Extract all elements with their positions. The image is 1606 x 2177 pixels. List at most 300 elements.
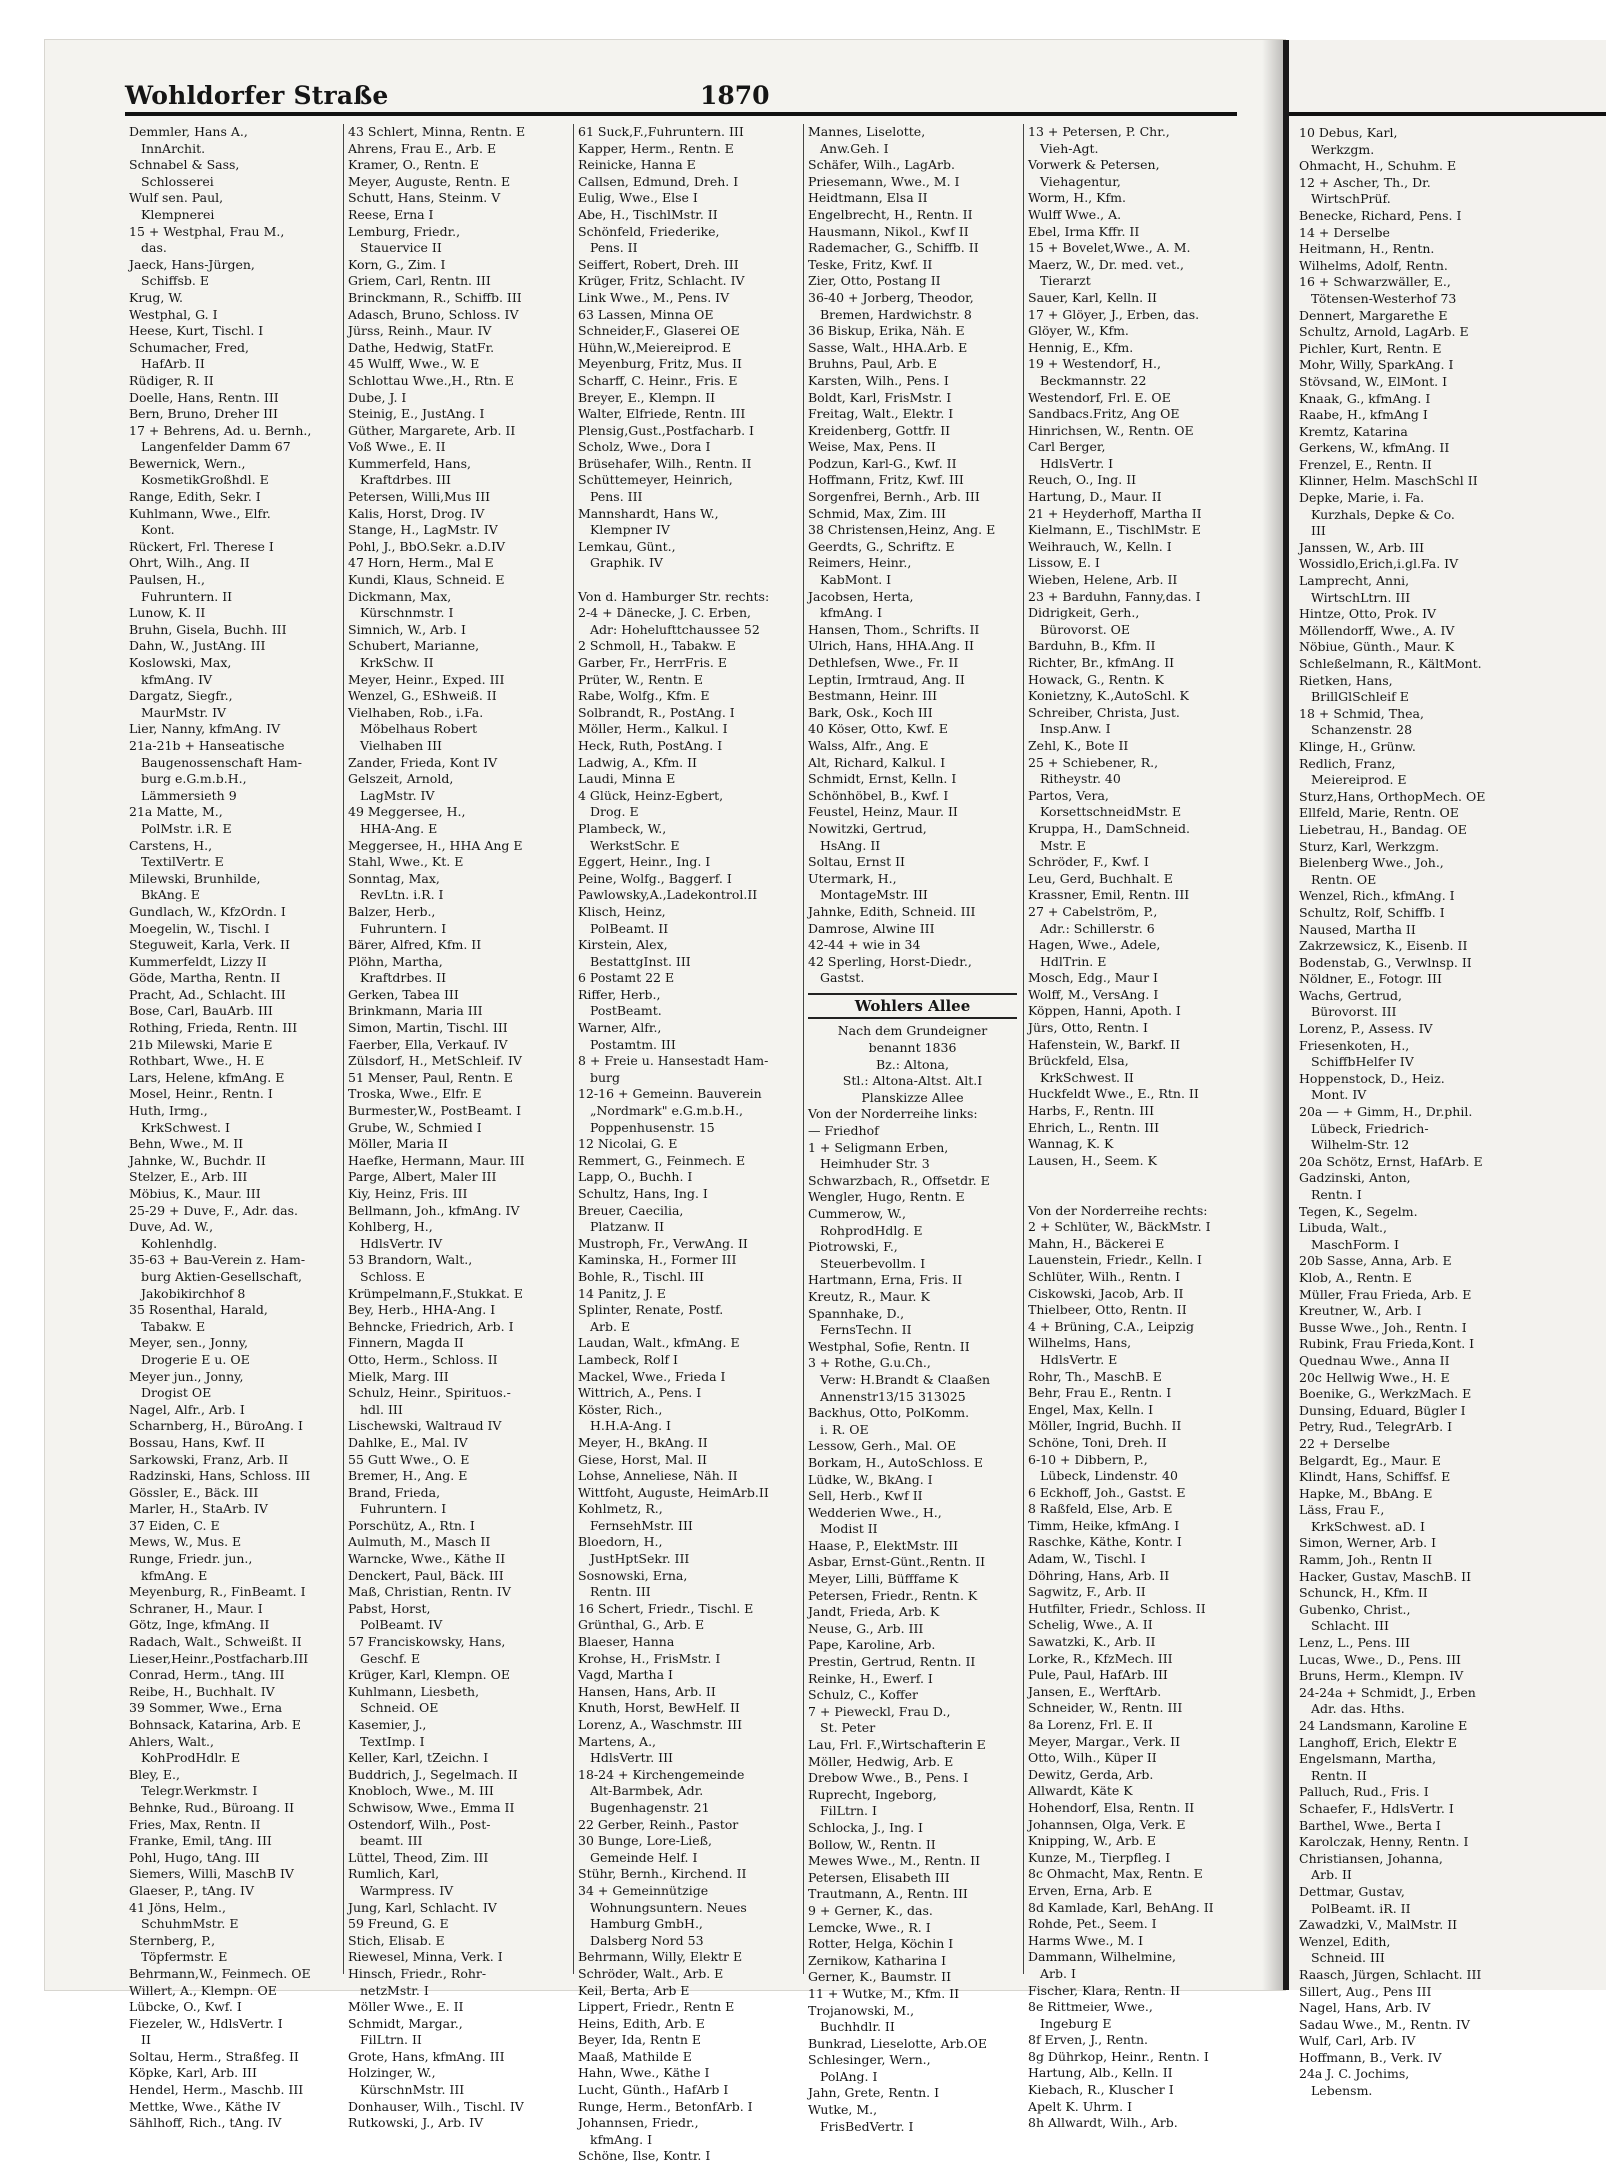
- directory-entry: Fries, Max, Rentn. II: [129, 1816, 261, 1832]
- directory-entry: Pabst, Horst,: [348, 1600, 431, 1616]
- entry-continuation: Vielhaben III: [360, 737, 442, 753]
- entry-continuation: Fuhruntern. II: [141, 588, 233, 604]
- directory-entry: Lausen, H., Seem. K: [1028, 1152, 1157, 1168]
- directory-entry: 8 + Freie u. Hansestadt Ham-: [578, 1053, 769, 1069]
- directory-entry: Gubenko, Christ.,: [1299, 1601, 1411, 1617]
- directory-entry: Schröder, F., Kwf. I: [1028, 854, 1149, 870]
- entry-continuation: beamt. III: [360, 1833, 423, 1849]
- directory-entry: Borkam, H., AutoSchloss. E: [808, 1454, 983, 1470]
- directory-entry: 10 Debus, Karl,: [1299, 125, 1398, 140]
- entry-continuation: Annenstr13/15 313025: [820, 1388, 966, 1404]
- directory-entry: 43 Schlert, Minna, Rentn. E: [348, 124, 526, 139]
- directory-entry: Engel, Max, Kelln. I: [1028, 1401, 1154, 1417]
- directory-entry: Gerken, Tabea III: [348, 986, 459, 1002]
- directory-entry: Stelzer, E., Arb. III: [129, 1169, 248, 1185]
- entry-continuation: Stauervice II: [360, 240, 442, 256]
- directory-entry: Sonntag, Max,: [348, 870, 440, 886]
- directory-entry: Jaeck, Hans-Jürgen,: [129, 256, 255, 272]
- directory-entry: Zier, Otto, Postang II: [808, 273, 941, 289]
- directory-entry: Riewesel, Minna, Verk. I: [348, 1949, 503, 1965]
- entry-continuation: HdlTrin. E: [1040, 953, 1107, 969]
- directory-entry: Gössler, E., Bäck. III: [129, 1484, 259, 1500]
- directory-entry: Range, Edith, Sekr. I: [129, 489, 261, 505]
- directory-entry: Klinge, H., Grünw.: [1299, 738, 1416, 754]
- directory-entry: Lieser,Heinr.,Postfacharb.III: [129, 1650, 309, 1666]
- directory-entry: Sawatzki, K., Arb. II: [1028, 1634, 1156, 1650]
- directory-entry: Gadzinski, Anton,: [1299, 1170, 1411, 1186]
- directory-entry: Backhus, Otto, PolKomm.: [808, 1405, 970, 1421]
- directory-entry: Lessow, Gerh., Mal. OE: [808, 1438, 957, 1454]
- entry-continuation: Kürschnmstr. I: [360, 605, 454, 621]
- directory-entry: Ruprecht, Ingeborg,: [808, 1786, 937, 1802]
- directory-entry: Vagd, Martha I: [578, 1667, 673, 1683]
- entry-continuation: Kurzhals, Depke & Co.: [1311, 506, 1455, 522]
- directory-entry: Redlich, Franz,: [1299, 755, 1396, 771]
- directory-entry: Lucht, Günth., HafArb I: [578, 2082, 729, 2098]
- entry-continuation: Modist II: [820, 1521, 878, 1537]
- entry-continuation: Telegr.Werkmstr. I: [141, 1783, 258, 1799]
- directory-entry: Quednau Wwe., Anna II: [1299, 1352, 1450, 1368]
- directory-entry: Kunze, M., Tierpfleg. I: [1028, 1849, 1171, 1865]
- entry-continuation: Mstr. E: [1040, 837, 1086, 853]
- directory-entry: Bark, Osk., Koch III: [808, 704, 933, 720]
- directory-entry: Petersen, Willi,Mus III: [348, 489, 491, 505]
- entry-continuation: HdlsVertr. E: [1040, 1351, 1118, 1367]
- directory-entry: Feustel, Heinz, Maur. II: [808, 804, 958, 820]
- directory-entry: Liebetrau, H., Bandag. OE: [1299, 821, 1467, 837]
- directory-entry: Frenzel, E., Rentn. II: [1299, 456, 1432, 472]
- directory-entry: Hapke, M., BbAng. E: [1299, 1485, 1433, 1501]
- entry-continuation: KorsettschneidMstr. E: [1040, 804, 1182, 820]
- directory-entry: Meyer, Auguste, Rentn. E: [348, 173, 511, 189]
- directory-entry: Rohde, Pet., Seem. I: [1028, 1916, 1157, 1932]
- entry-continuation: HsAng. II: [820, 837, 881, 853]
- directory-entry: Behrmann, Willy, Elektr E: [578, 1949, 743, 1965]
- directory-entry: Dahn, W., JustAng. III: [129, 638, 266, 654]
- directory-entry: Hartmann, Erna, Fris. II: [808, 1272, 963, 1288]
- directory-entry: Kummerfeldt, Lizzy II: [129, 953, 267, 969]
- entry-continuation: Meiereiprod. E: [1311, 772, 1407, 788]
- directory-entry: Lemkau, Günt.,: [578, 538, 676, 554]
- directory-entry: Thielbeer, Otto, Rentn. II: [1028, 1302, 1187, 1318]
- directory-entry: Drebow Wwe., B., Pens. I: [808, 1770, 969, 1786]
- directory-entry: Güther, Margarete, Arb. II: [348, 422, 516, 438]
- directory-entry: Prüter, W., Rentn. E: [578, 671, 703, 687]
- directory-entry: 16 Schert, Friedr., Tischl. E: [578, 1600, 754, 1616]
- directory-entry: Kreutner, W., Arb. I: [1299, 1303, 1422, 1319]
- directory-entry: 8d Kamlade, Karl, BehAng. II: [1028, 1899, 1214, 1915]
- directory-entry: Johannsen, Olga, Verk. E: [1028, 1816, 1186, 1832]
- directory-entry: Nöbiue, Günth., Maur. K: [1299, 639, 1455, 655]
- directory-entry: Lorenz, A., Waschmstr. III: [578, 1717, 743, 1732]
- entry-continuation: Warmpress. IV: [360, 1882, 454, 1898]
- directory-entry: Knipping, W., Arb. E: [1028, 1833, 1157, 1849]
- directory-entry: Pape, Karoline, Arb.: [808, 1637, 936, 1653]
- directory-entry: Schneider,F., Glaserei OE: [578, 323, 740, 339]
- directory-entry: Stühr, Bernh., Kirchend. II: [578, 1866, 747, 1882]
- directory-entry: Vorwerk & Petersen,: [1028, 157, 1160, 173]
- directory-entry: 18-24 + Kirchengemeinde: [578, 1766, 745, 1782]
- entry-continuation: Adr.: Schillerstr. 6: [1040, 920, 1155, 936]
- directory-entry: 30 Bunge, Lore-Ließ,: [578, 1833, 712, 1849]
- directory-entry: Petersen, Elisabeth III: [808, 1869, 950, 1885]
- directory-entry: Lucas, Wwe., D., Pens. III: [1299, 1651, 1461, 1667]
- directory-entry: 35 Rosenthal, Harald,: [129, 1302, 268, 1318]
- directory-entry: Kummerfeld, Hans,: [348, 455, 471, 471]
- directory-entry: Westendorf, Frl. E. OE: [1028, 389, 1171, 405]
- directory-entry: Heidtmann, Elsa II: [808, 190, 928, 206]
- directory-entry: 21b Milewski, Marie E: [129, 1036, 273, 1052]
- directory-entry: Kalis, Horst, Drog. IV: [348, 505, 485, 521]
- directory-entry: 20c Hellwig Wwe., H. E: [1299, 1369, 1450, 1385]
- directory-entry: Meyer, Heinr., Exped. III: [348, 671, 505, 687]
- entry-continuation: HafArb. II: [141, 356, 205, 372]
- directory-entry: Hansen, Hans, Arb. II: [578, 1683, 716, 1699]
- entry-continuation: Rentn. OE: [1311, 871, 1377, 887]
- entry-continuation: Bremen, Hardwichstr. 8: [820, 306, 972, 322]
- directory-entry: 22 + Derselbe: [1299, 1435, 1390, 1451]
- directory-entry: Behn, Wwe., M. II: [129, 1136, 244, 1152]
- directory-entry: Simon, Martin, Tischl. III: [348, 1020, 508, 1036]
- directory-entry: Reuch, O., Ing. II: [1028, 472, 1137, 488]
- directory-entry: Köster, Rich.,: [578, 1401, 663, 1417]
- directory-entry: Ostendorf, Wilh., Post-: [348, 1816, 491, 1832]
- directory-entry: 8a Lorenz, Frl. E. II: [1028, 1717, 1153, 1732]
- directory-entry: Mielk, Marg. III: [348, 1368, 449, 1384]
- directory-entry: Bollow, W., Rentn. II: [808, 1836, 936, 1852]
- directory-entry: Läss, Frau F.,: [1299, 1502, 1385, 1518]
- directory-entry: Beyer, Ida, Rentn E: [578, 2032, 701, 2048]
- directory-entry: Rademacher, G., Schiffb. II: [808, 240, 979, 256]
- directory-entry: Asbar, Ernst-Günt.,Rentn. II: [808, 1554, 986, 1570]
- directory-entry: Meyer jun., Jonny,: [129, 1368, 244, 1384]
- directory-entry: Bestmann, Heinr. III: [808, 688, 938, 704]
- directory-entry: Geerdts, G., Schriftz. E: [808, 538, 955, 554]
- entry-continuation: Mont. IV: [1311, 1087, 1367, 1103]
- directory-entry: Jung, Karl, Schlacht. IV: [348, 1899, 497, 1915]
- directory-entry: Giese, Horst, Mal. II: [578, 1451, 707, 1467]
- entry-continuation: Arb. E: [590, 1318, 631, 1334]
- directory-entry: Conrad, Herm., tAng. III: [129, 1667, 285, 1683]
- directory-entry: Mustroph, Fr., VerwAng. II: [578, 1235, 748, 1251]
- directory-entry: Nöldner, E., Fotogr. III: [1299, 971, 1442, 987]
- directory-entry: 6-10 + Dibbern, P.,: [1028, 1451, 1148, 1467]
- directory-entry: Schnabel & Sass,: [129, 157, 240, 173]
- entry-continuation: Verw: H.Brandt & Claaßen: [820, 1371, 991, 1387]
- directory-entry: Harbs, F., Rentn. III: [1028, 1103, 1155, 1119]
- directory-entry: Brinkmann, Maria III: [348, 1003, 483, 1019]
- directory-entry: 3 + Rothe, G.u.Ch.,: [808, 1355, 931, 1371]
- directory-entry: 15 + Westphal, Frau M.,: [129, 223, 285, 239]
- directory-entry: Kohlmetz, R.,: [578, 1501, 663, 1517]
- directory-entry: Kapper, Herm., Rentn. E: [578, 140, 734, 156]
- directory-entry: Kreutz, R., Maur. K: [808, 1288, 930, 1304]
- directory-entry: 42 Sperling, Horst-Diedr.,: [808, 953, 972, 969]
- directory-entry: Müller, Frau Frieda, Arb. E: [1299, 1286, 1472, 1302]
- directory-entry: Bodenstab, G., Verwlnsp. II: [1299, 954, 1472, 970]
- directory-entry: Pracht, Ad., Schlacht. III: [129, 986, 286, 1002]
- entry-continuation: III: [1311, 523, 1326, 539]
- entry-continuation: Lübeck, Friedrich-: [1311, 1120, 1429, 1136]
- section-note: Nach dem Grundeigner: [837, 1023, 988, 1039]
- directory-entry: Nagel, Hans, Arb. IV: [1299, 2000, 1431, 2016]
- directory-entry: Adam, W., Tischl. I: [1028, 1551, 1146, 1567]
- section-note: benannt 1836: [868, 1040, 957, 1056]
- entry-continuation: Beckmannstr. 22: [1040, 372, 1147, 388]
- entry-continuation: Buchhdlr. II: [820, 2019, 895, 2035]
- directory-entry: Glöyer, W., Kfm.: [1028, 323, 1129, 339]
- directory-entry: Parge, Albert, Maler III: [348, 1169, 497, 1185]
- directory-entry: Meyer, sen., Jonny,: [129, 1335, 249, 1351]
- entry-continuation: Jakobikirchhof 8: [141, 1285, 246, 1301]
- entry-continuation: Rentn. III: [590, 1584, 651, 1600]
- entry-continuation: KrkSchwest. I: [141, 1119, 230, 1135]
- directory-entry: 14 Panitz, J. E: [578, 1285, 666, 1301]
- entry-continuation: FilLtrn. I: [820, 1803, 877, 1819]
- directory-entry: Friesenkoten, H.,: [1299, 1037, 1410, 1053]
- directory-entry: 20a — + Gimm, H., Dr.phil.: [1299, 1104, 1473, 1120]
- directory-entry: Dethlefsen, Wwe., Fr. II: [808, 655, 959, 670]
- directory-entry: Radach, Walt., Schweißt. II: [129, 1634, 302, 1650]
- directory-column-5: [1023, 124, 1240, 2131]
- directory-entry: Scharnberg, H., BüroAng. I: [129, 1418, 303, 1434]
- directory-entry: Allwardt, Käte K: [1028, 1783, 1133, 1799]
- directory-entry: 16 + Schwarzwäller, E.,: [1299, 274, 1451, 290]
- directory-entry: Zander, Frieda, Kont IV: [348, 754, 498, 770]
- entry-continuation: BestattgInst. III: [590, 953, 691, 969]
- directory-entry: Splinter, Renate, Postf.: [578, 1302, 724, 1318]
- directory-entry: Sarkowski, Franz, Arb. II: [129, 1451, 289, 1467]
- directory-entry: Brinckmann, R., Schiffb. III: [348, 289, 522, 305]
- directory-entry: 34 + Gemeinnützige: [578, 1882, 709, 1898]
- directory-entry: Richter, Br., kfmAng. II: [1028, 655, 1175, 670]
- directory-entry: Neuse, G., Arb. III: [808, 1620, 924, 1636]
- entry-continuation: Gastst.: [820, 970, 865, 986]
- entry-continuation: WirtschPrüf.: [1311, 191, 1391, 207]
- directory-entry: Apelt K. Uhrm. I: [1028, 2098, 1133, 2114]
- directory-entry: Schwisow, Wwe., Emma II: [348, 1799, 515, 1815]
- directory-entry: Harms Wwe., M. I: [1028, 1932, 1144, 1948]
- directory-entry: 6 Eckhoff, Joh., Gastst. E: [1028, 1484, 1186, 1500]
- directory-entry: Karolczak, Henny, Rentn. I: [1299, 1834, 1469, 1850]
- directory-entry: Maß, Christian, Rentn. IV: [348, 1584, 511, 1600]
- directory-entry: Mannshardt, Hans W.,: [578, 505, 719, 521]
- directory-entry: Lunow, K. II: [129, 605, 206, 621]
- directory-entry: Dunsing, Eduard, Bügler I: [1299, 1402, 1466, 1418]
- directory-entry: Schlottau Wwe.,H., Rtn. E: [348, 372, 514, 388]
- directory-entry: Schlesinger, Wern.,: [808, 2052, 931, 2068]
- section-note: Stl.: Altona-Altst. Alt.I: [842, 1073, 983, 1089]
- directory-entry: Knuth, Horst, BewHelf. II: [578, 1700, 740, 1716]
- directory-entry: Adasch, Bruno, Schloss. IV: [348, 306, 519, 322]
- directory-entry: 22 Gerber, Reinh., Pastor: [578, 1816, 739, 1832]
- directory-entry: Schäfer, Wilh., LagArb.: [808, 157, 955, 173]
- directory-entry: Mosel, Heinr., Rentn. I: [129, 1086, 273, 1102]
- directory-entry: Huth, Irmg.,: [129, 1103, 208, 1119]
- directory-entry: Klob, A., Rentn. E: [1299, 1269, 1412, 1285]
- directory-entry: Podzun, Karl-G., Kwf. II: [808, 455, 957, 471]
- directory-entry: [1028, 1169, 1236, 1186]
- directory-entry: 53 Brandorn, Walt.,: [348, 1252, 473, 1268]
- directory-entry: 42-44 + wie in 34: [808, 937, 921, 953]
- directory-entry: Pohl, J., BbO.Sekr. a.D.IV: [348, 538, 506, 554]
- directory-entry: Barthel, Wwe., Berta I: [1299, 1817, 1441, 1833]
- entry-continuation: H.H.A-Ang. I: [590, 1418, 671, 1434]
- directory-entry: Schunck, H., Kfm. II: [1299, 1585, 1428, 1601]
- directory-entry: Trojanowski, M.,: [808, 2002, 915, 2018]
- directory-entry: Schönfeld, Friederike,: [578, 223, 720, 239]
- directory-entry: Runge, Herm., BetonfArb. I: [578, 2098, 753, 2114]
- section-note: Planskizze Allee: [861, 1089, 964, 1105]
- entry-continuation: MontageMstr. III: [820, 887, 928, 903]
- entry-continuation: KrkSchwest. II: [1040, 1069, 1134, 1085]
- directory-entry: Jansen, E., WerftArb.: [1028, 1683, 1162, 1699]
- directory-entry: Hafenstein, W., Barkf. II: [1028, 1036, 1181, 1052]
- directory-entry: Bern, Bruno, Dreher III: [129, 406, 278, 422]
- directory-entry: Lohse, Anneliese, Näh. II: [578, 1468, 738, 1484]
- directory-entry: Behncke, Friedrich, Arb. I: [348, 1318, 514, 1334]
- page-number: 1870: [700, 81, 770, 110]
- directory-entry: Petry, Rud., TelegrArb. I: [1299, 1419, 1453, 1435]
- directory-entry: Götz, Inge, kfmAng. II: [129, 1617, 270, 1633]
- entry-continuation: PolBeamt. II: [590, 920, 669, 936]
- directory-entry: Jürss, Reinh., Maur. IV: [348, 323, 492, 339]
- entry-continuation: Arb. I: [1040, 1965, 1076, 1981]
- entry-continuation: Klempnerei: [141, 206, 215, 222]
- directory-entry: Krümpelmann,F.,Stukkat. E: [348, 1285, 523, 1301]
- entry-continuation: Steuerbevollm. I: [820, 1255, 926, 1271]
- directory-entry: Ellfeld, Marie, Rentn. OE: [1299, 805, 1459, 821]
- directory-entry: Wedderien Wwe., H.,: [808, 1504, 942, 1520]
- directory-entry: Meyer, H., BkAng. II: [578, 1434, 708, 1450]
- directory-entry: Otto, Wilh., Küper II: [1028, 1750, 1157, 1766]
- directory-entry: Howack, G., Rentn. K: [1028, 671, 1164, 687]
- entry-continuation: TextImp. I: [360, 1733, 425, 1749]
- directory-entry: Knaak, G., kfmAng. I: [1299, 390, 1431, 406]
- directory-entry: Weise, Max, Pens. II: [808, 439, 936, 455]
- directory-entry: Grote, Hans, kfmAng. III: [348, 2048, 505, 2064]
- entry-continuation: MaschForm. I: [1311, 1236, 1399, 1252]
- directory-entry: Duve, Ad. W.,: [129, 1219, 214, 1235]
- directory-entry: Bunkrad, Lieselotte, Arb.OE: [808, 2035, 988, 2051]
- directory-entry: Breuer, Caecilia,: [578, 1202, 684, 1218]
- directory-entry: 45 Wulff, Wwe., W. E: [348, 356, 480, 372]
- directory-entry: Bärer, Alfred, Kfm. II: [348, 937, 482, 953]
- directory-entry: Doelle, Hans, Rentn. III: [129, 389, 279, 405]
- directory-entry: Plensig,Gust.,Postfacharb. I: [578, 422, 754, 438]
- directory-entry: Haefke, Hermann, Maur. III: [348, 1152, 525, 1168]
- directory-entry: Kruppa, H., DamSchneid.: [1028, 820, 1190, 836]
- street-title: Wohldorfer Straße: [125, 81, 389, 110]
- directory-entry: Kiy, Heinz, Fris. III: [348, 1186, 468, 1201]
- directory-entry: Timm, Heike, kfmAng. I: [1028, 1517, 1180, 1533]
- directory-entry: Porschütz, A., Rtn. I: [348, 1517, 475, 1533]
- directory-entry: Sadau Wwe., M., Rentn. IV: [1299, 2016, 1470, 2032]
- directory-entry: Meyer, Lilli, Büfffame K: [808, 1571, 959, 1587]
- directory-entry: Kreidenberg, Gottfr. II: [808, 422, 951, 438]
- directory-entry: Dickmann, Max,: [348, 588, 452, 604]
- directory-entry: Reinicke, Hanna E: [578, 157, 696, 173]
- directory-entry: Moegelin, W., Tischl. I: [129, 920, 270, 936]
- directory-entry: Wenzel, G., EShweiß. II: [348, 688, 497, 704]
- directory-entry: Schulz, Heinr., Spirituos.-: [348, 1385, 511, 1401]
- directory-entry: Hartung, Alb., Kelln. II: [1028, 2065, 1173, 2081]
- entry-continuation: netzMstr. I: [360, 1982, 429, 1998]
- directory-entry: Otto, Herm., Schloss. II: [348, 1351, 498, 1367]
- directory-entry: Abe, H., TischlMstr. II: [578, 206, 718, 222]
- entry-continuation: HHA-Ang. E: [360, 820, 438, 836]
- directory-entry: Mohr, Willy, SparkAng. I: [1299, 357, 1454, 373]
- directory-entry: Krassner, Emil, Rentn. III: [1028, 887, 1190, 903]
- directory-entry: Ladwig, A., Kfm. II: [578, 754, 697, 770]
- directory-entry: Wulff Wwe., A.: [1028, 206, 1122, 222]
- directory-entry: Gerner, K., Baumstr. II: [808, 1969, 952, 1985]
- directory-entry: Zawadzki, V., MalMstr. II: [1299, 1917, 1458, 1933]
- entry-continuation: Klempner IV: [590, 522, 670, 538]
- directory-entry: Reibe, H., Buchhalt. IV: [129, 1683, 275, 1699]
- header-rule: [125, 112, 1237, 116]
- directory-entry: Hoppenstock, D., Heiz.: [1299, 1070, 1445, 1086]
- right-header-rule: [1289, 112, 1606, 116]
- directory-entry: Rabe, Wolfg., Kfm. E: [578, 688, 710, 704]
- entry-continuation: Rentn. I: [1311, 1187, 1362, 1202]
- directory-entry: 9 + Gerner, K., das.: [808, 1902, 933, 1918]
- directory-entry: Jahn, Grete, Rentn. I: [808, 2085, 940, 2101]
- entry-continuation: Fuhruntern. I: [360, 1501, 447, 1517]
- directory-entry: Simnich, W., Arb. I: [348, 621, 466, 637]
- directory-entry: Lissow, E. I: [1028, 555, 1100, 571]
- directory-entry: Runge, Friedr. jun.,: [129, 1551, 253, 1567]
- directory-entry: Vielhaben, Rob., i.Fa.: [348, 704, 484, 720]
- directory-entry: 8f Erven, J., Rentn.: [1028, 2032, 1148, 2048]
- directory-entry: Kasemier, J.,: [348, 1717, 427, 1732]
- directory-entry: Schultz, Rolf, Schiffb. I: [1299, 904, 1445, 920]
- directory-entry: Möller, Herm., Kalkul. I: [578, 721, 728, 737]
- directory-entry: Krüger, Karl, Klempn. OE: [348, 1667, 510, 1683]
- entry-continuation: Postamtm. III: [590, 1036, 676, 1052]
- directory-entry: 25 + Schiebener, R.,: [1028, 754, 1159, 770]
- section-heading: Wohlers Allee: [808, 993, 1017, 1020]
- directory-entry: Zülsdorf, H., MetSchleif. IV: [348, 1053, 522, 1069]
- entry-continuation: burg Aktien-Gesellschaft,: [141, 1268, 303, 1284]
- directory-entry: Sagwitz, F., Arb. II: [1028, 1584, 1146, 1600]
- directory-entry: Donhauser, Wilh., Tischl. IV: [348, 2098, 524, 2114]
- directory-entry: Köppen, Hanni, Apoth. I: [1028, 1003, 1181, 1019]
- entry-continuation: kfmAng. IV: [141, 671, 213, 687]
- directory-entry: 57 Franciskowsky, Hans,: [348, 1634, 506, 1650]
- directory-entry: 36-40 + Jorberg, Theodor,: [808, 289, 974, 305]
- directory-entry: Eggert, Heinr., Ing. I: [578, 854, 711, 870]
- directory-entry: Janssen, W., Arb. III: [1299, 539, 1425, 555]
- directory-entry: 21 + Heyderhoff, Martha II: [1028, 505, 1202, 521]
- directory-entry: Schultz, Arnold, LagArb. E: [1299, 324, 1469, 340]
- section-note: Bz.: Altona,: [876, 1056, 949, 1072]
- directory-entry: Sosnowski, Erna,: [578, 1567, 688, 1583]
- entry-continuation: „Nordmark" e.G.m.b.H.,: [590, 1103, 744, 1119]
- directory-entry: Sturz,Hans, OrthopMech. OE: [1299, 788, 1486, 804]
- directory-entry: Hagen, Wwe., Adele,: [1028, 937, 1161, 953]
- entry-continuation: hdl. III: [360, 1401, 403, 1417]
- directory-column-3: [573, 124, 801, 2164]
- directory-entry: Hintze, Otto, Prok. IV: [1299, 606, 1437, 622]
- directory-entry: Weihrauch, W., Kelln. I: [1028, 538, 1172, 554]
- directory-entry: 8e Rittmeier, Wwe.,: [1028, 1999, 1153, 2015]
- directory-entry: Hartung, D., Maur. II: [1028, 489, 1162, 505]
- directory-entry: Kuhlmann, Wwe., Elfr.: [129, 505, 271, 521]
- directory-entry: 17 + Behrens, Ad. u. Bernh.,: [129, 422, 312, 438]
- directory-entry: Stich, Elisab. E: [348, 1932, 445, 1948]
- directory-entry: Rumlich, Karl,: [348, 1866, 440, 1882]
